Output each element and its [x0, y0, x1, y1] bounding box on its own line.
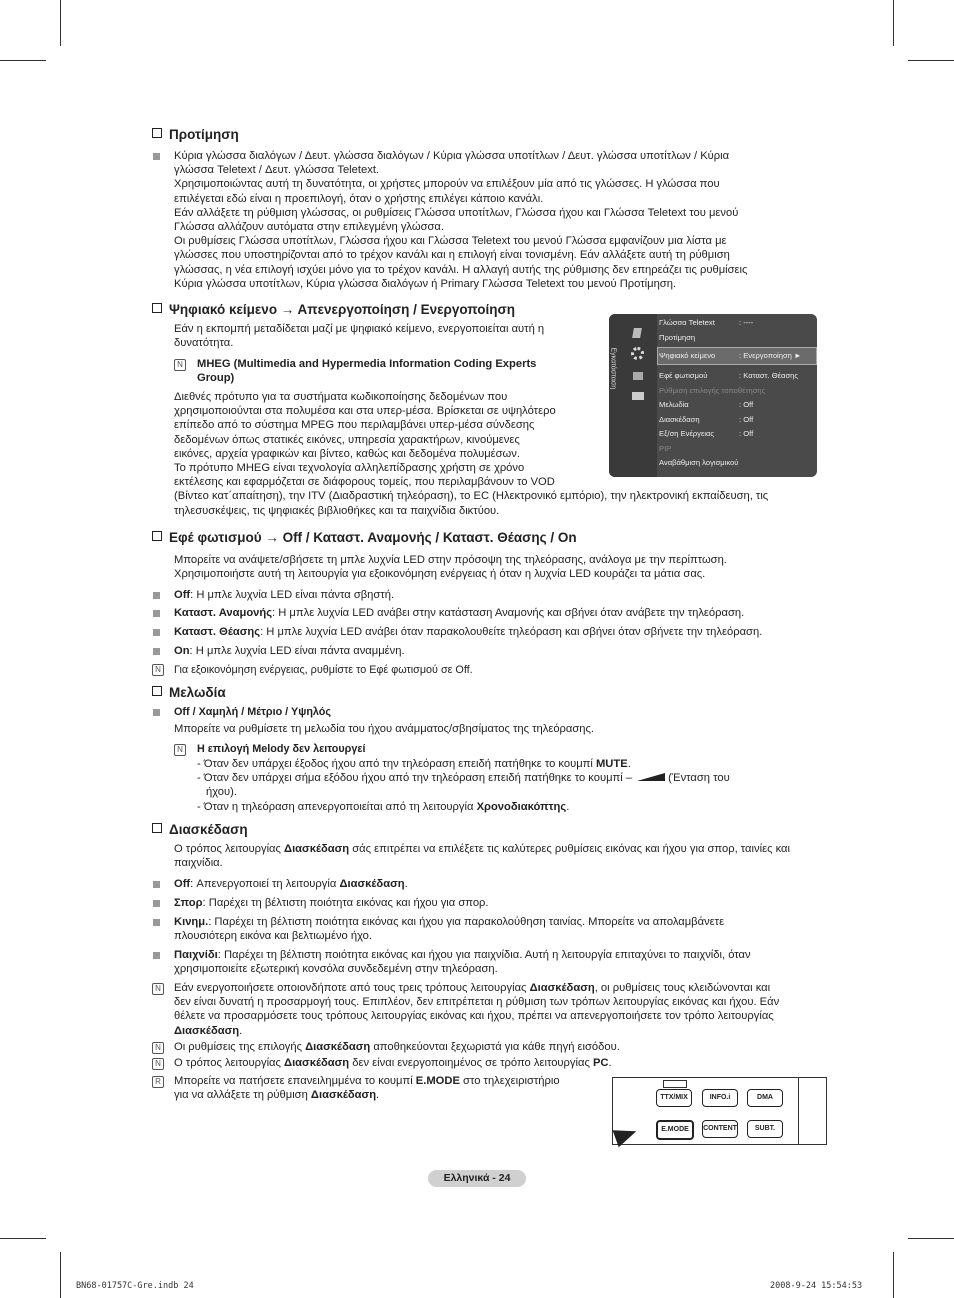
s4-desc: Μπορείτε να ρυθμίσετε τη μελωδία του ήχου ανάμματος/σβησίματος της τηλεόρασης. [174, 723, 595, 735]
osd-side-label: Εγκατάσταση [609, 347, 617, 390]
s2-intro: Εάν η εκπομπή μεταδίδεται μαζί με ψηφιακό κείμενο, ενεργοποιείται αυτή η δυνατότητα. [174, 323, 545, 350]
crop-mark [893, 0, 894, 46]
section-title-preference: Προτίμηση [152, 127, 239, 142]
pointer-arrow-icon [613, 1123, 640, 1147]
s5-note-pc: Ο τρόπος λειτουργίας Διασκέδαση δεν είναι ενεργοποιημένος σε τρόπο λειτουργίας PC. [174, 1057, 612, 1069]
crop-mark [0, 60, 46, 61]
dma-button: DMA [747, 1089, 783, 1107]
footer-timestamp: 2008-9-24 15:54:53 [770, 1281, 863, 1291]
channel-icon [633, 372, 643, 380]
crop-mark [908, 1238, 954, 1239]
mheg-desc: Διεθνές πρότυπο για τα συστήματα κωδικοποίησης δεδομένων που χρησιμοποιούνται στα πολυμέσα και στα υπερ-μέσα. Βρίσκεται σε υψηλότερο επίπεδο από το σύστημα MPEG που περιλαμβάνει υπερ-μέσα σύνδεσης δεδομένων όπως στατικές εικόνες, υπηρεσία χαρακτήρων, κινούμενες εικόνες, αρχεία γραφικών και βίντεο, καθώς και δεδομένα πολυμέσων. Το πρότυπο MHEG είναι τεχνολογία αλληλεπίδρασης χρήστη σε χρόνο εκτέλεσης και εφαρμόζεται σε διάφορους τομείς, που περιλαμβάνουν το VOD (Βίντεο κατ΄απαίτηση), την ITV (Διαδραστική τηλεόραση), το EC (Ηλεκτρονικό εμπόριο), την ηλεκτρονική εκπαίδευση, τις τηλεσυσκέψεις, τις ψηφιακές βιβλιοθήκες και τα παιχνίδια δικτύου. [174, 391, 769, 517]
s5-intro: Ο τρόπος λειτουργίας Διασκέδαση σάς επιτρέπει να επιλέξετε τις καλύτερες ρυθμίσεις εικόνας και ήχου για σπορ, ταινίες και παιχνίδια. [174, 843, 790, 870]
note-icon: N [152, 1058, 164, 1070]
osd-row: Προτίμηση [659, 333, 696, 342]
s5-bullet-sport: Σπορ: Παρέχει τη βέλτιστη ποιότητα εικόνας και ήχου για σπορ. [174, 897, 489, 909]
crop-mark [60, 0, 61, 46]
bullet-square [153, 709, 160, 716]
mheg-title: MHEG (Multimedia and Hypermedia Information Coding Experts Group) [197, 358, 537, 385]
osd-sidebar [609, 314, 657, 477]
osd-menu-screenshot [609, 314, 817, 477]
osd-row: Εφέ φωτισμού : Καταστ. Θέασης [659, 371, 799, 380]
teletext-icon [663, 1080, 687, 1088]
s5-note-emode: Μπορείτε να πατήσετε επανειλημμένα το κουμπί E.MODE στο τηλεχειριστήριο για να αλλάξετε τη ρύθμιση Διασκέδαση. [174, 1075, 560, 1102]
section-title-entertainment: Διασκέδαση [152, 822, 248, 837]
note-icon: N [174, 359, 186, 371]
content-button: CONTENT [702, 1120, 738, 1138]
crop-mark [893, 1252, 894, 1298]
note-icon: N [152, 664, 164, 676]
osd-row: Διασκέδαση : Off [659, 415, 754, 424]
s5-note-lock: Εάν ενεργοποιήσετε οποιονδήποτε από τους τρεις τρόπους λειτουργίας Διασκέδαση, οι ρυθμίσεις τους κλειδώνονται και δεν είναι δυνατή η προσαρμογή τους. Επιπλέον, δεν επιτρέπεται η ρύθμιση των τρόπων λειτουργίας εικόνας και ήχου. Εάν θέλετε να προσαρμόσετε τους τρόπους λειτουργίας εικόνας και ήχου, πρέπει να απενεργοποιήσετε τον τρόπο λειτουργίας Διασκέδαση. [174, 982, 780, 1037]
crop-mark [908, 60, 954, 61]
footer-file: BN68-01757C-Gre.indb 24 [76, 1281, 194, 1291]
remote-control-illustration [612, 1077, 827, 1145]
ttx-mix-button: TTX/MIX [656, 1089, 692, 1107]
osd-row: Εξ/ση Ενέργειας : Off [659, 429, 754, 438]
bullet-square [153, 952, 160, 959]
s3-bullet-standby: Καταστ. Αναμονής: Η μπλε λυχνία LED ανάβει στην κατάσταση Αναμονής και σβήνει όταν ανάβετε την τηλεόραση. [174, 607, 745, 619]
note-icon: N [174, 744, 186, 756]
s3-bullet-off: Off: Η μπλε λυχνία LED είναι πάντα σβηστή. [174, 589, 395, 601]
s4-options: Off / Χαμηλή / Μέτριο / Υψηλός [174, 706, 332, 718]
bullet-square [153, 629, 160, 636]
note-icon: N [152, 1042, 164, 1054]
osd-row: Γλώσσα Teletext : ---- [659, 318, 754, 327]
subt-button: SUBT. [747, 1120, 783, 1138]
bullet-square [153, 592, 160, 599]
section-title-light-effect: Εφέ φωτισμού → Off / Καταστ. Αναμονής / Καταστ. Θέασης / On [152, 530, 577, 545]
bullet-square [153, 900, 160, 907]
s5-bullet-off: Off: Απενεργοποιεί τη λειτουργία Διασκέδαση. [174, 878, 408, 890]
crop-mark [0, 1238, 46, 1239]
note-icon: N [152, 983, 164, 995]
s3-note: Για εξοικονόμηση ενέργειας, ρυθμίστε το Εφέ φωτισμού σε Off. [174, 664, 473, 676]
s3-intro: Μπορείτε να ανάψετε/σβήσετε τη μπλε λυχνία LED στην πρόσοψη της τηλεόρασης, ανάλογα με την περίπτωση. Χρησιμοποιήστε αυτή τη λειτουργία για εξοικονόμηση ενέργειας ή όταν η λυχνία LED κουράζει τα μάτια σας. [174, 554, 727, 581]
bullet-square [153, 881, 160, 888]
section-title-melody: Μελωδία [152, 685, 226, 700]
s4-dash-list: - Όταν δεν υπάρχει έξοδος ήχου από την τηλεόραση επειδή πατήθηκε το κουμπί MUTE. - Όταν δεν υπάρχει σήμα εξόδου ήχου από την τηλεόραση επειδή πατήθηκε το κουμπί – (Ένταση του ήχου). - Όταν η τηλεόραση απενεργοποιείται από τη λειτουργία Χρονοδιακόπτης. [197, 758, 730, 813]
osd-row-disabled: PIP [659, 444, 672, 453]
info-button: INFO.i [702, 1089, 738, 1107]
bullet-square [153, 919, 160, 926]
s1-text: Κύρια γλώσσα διαλόγων / Δευτ. γλώσσα διαλόγων / Κύρια γλώσσα υποτίτλων / Δευτ. γλώσσα υποτίτλων / Κύρια γλώσσα Teletext / Δευτ. γλώσσα Teletext. Χρησιμοποιώντας αυτή τη δυνατότητα, οι χρήστες μπορούν να επιλέξουν μία από τις γλώσσες. Η γλώσσα που επιλέγεται εδώ είναι η προεπιλογή, όταν ο χρήστης επιλέγει κάποιο κανάλι. Εάν αλλάξετε τη ρύθμιση γλώσσας, οι ρυθμίσεις Γλώσσα υποτίτλων, Γλώσσα ήχου και Γλώσσα Teletext του μενού Γλώσσα αλλάζουν αυτόματα στην επιλεγμένη γλώσσα. Οι ρυθμίσεις Γλώσσα υποτίτλων, Γλώσσα ήχου και Γλώσσα Teletext του μενού Γλώσσα εμφανίζουν μια λίστα με γλώσσες που υποστηρίζονται από το τρέχον κανάλι και η επιλογή είναι τονισμένη. Εάν αλλάξετε αυτή τη ρύθμιση γλώσσας, η νέα επιλογή ισχύει μόνο για το τρέχον κανάλι. Η αλλαγή αυτής της ρύθμισης δεν επηρεάζει τις ρυθμίσεις Κύρια γλώσσα υποτίτλων, Κύρια γλώσσα διαλόγων ή Primary Γλώσσα Teletext του μενού Προτίμηση. [174, 150, 748, 290]
volume-icon [637, 773, 665, 781]
gear-icon [631, 347, 644, 360]
s3-bullet-watching: Καταστ. Θέασης: Η μπλε λυχνία LED ανάβει όταν παρακολουθείτε τηλεόραση και σβήνει όταν σβήνετε την τηλεόραση. [174, 626, 763, 638]
remote-tip-icon: R [152, 1076, 164, 1088]
page-number-badge: Ελληνικά - 24 [428, 1170, 526, 1187]
osd-row: Αναβάθμιση λογισμικού [659, 458, 739, 467]
picture-icon [632, 328, 642, 338]
osd-row-selected: Ψηφιακό κείμενο : Ενεργοποίηση ► [659, 351, 802, 360]
input-icon [632, 392, 644, 400]
s3-bullet-on: On: Η μπλε λυχνία LED είναι πάντα αναμμένη. [174, 645, 405, 657]
bullet-square [153, 648, 160, 655]
s4-note-title: Η επιλογή Melody δεν λειτουργεί [197, 743, 366, 755]
remote-body-edge [798, 1078, 799, 1144]
s5-bullet-game: Παιχνίδι: Παρέχει τη βέλτιστη ποιότητα εικόνας και ήχου για παιχνίδια. Αυτή η λειτουργία επιταχύνει το παιχνίδι, όταν χρησιμοποιείτε εξωτερική κονσόλα συνδεδεμένη στην τηλεόραση. [174, 949, 751, 976]
emode-button: E.MODE [656, 1120, 694, 1140]
section-title-digital-text: Ψηφιακό κείμενο → Απενεργοποίηση / Ενεργοποίηση [152, 302, 515, 317]
osd-row-disabled: Ρύθμιση επιλογής τοποθέτησης [659, 386, 766, 395]
crop-mark [60, 1252, 61, 1298]
bullet-square [153, 153, 160, 160]
osd-row: Μελωδία : Off [659, 400, 754, 409]
s5-note-saved: Οι ρυθμίσεις της επιλογής Διασκέδαση αποθηκεύονται ξεχωριστά για κάθε πηγή εισόδου. [174, 1041, 620, 1053]
s5-bullet-cinema: Κινημ.: Παρέχει τη βέλτιστη ποιότητα εικόνας και ήχου για παρακολούθηση ταινίας. Μπορείτε να απολαμβάνετε πλουσιότερη εικόνα και βελτιωμένο ήχο. [174, 916, 725, 943]
bullet-square [153, 610, 160, 617]
